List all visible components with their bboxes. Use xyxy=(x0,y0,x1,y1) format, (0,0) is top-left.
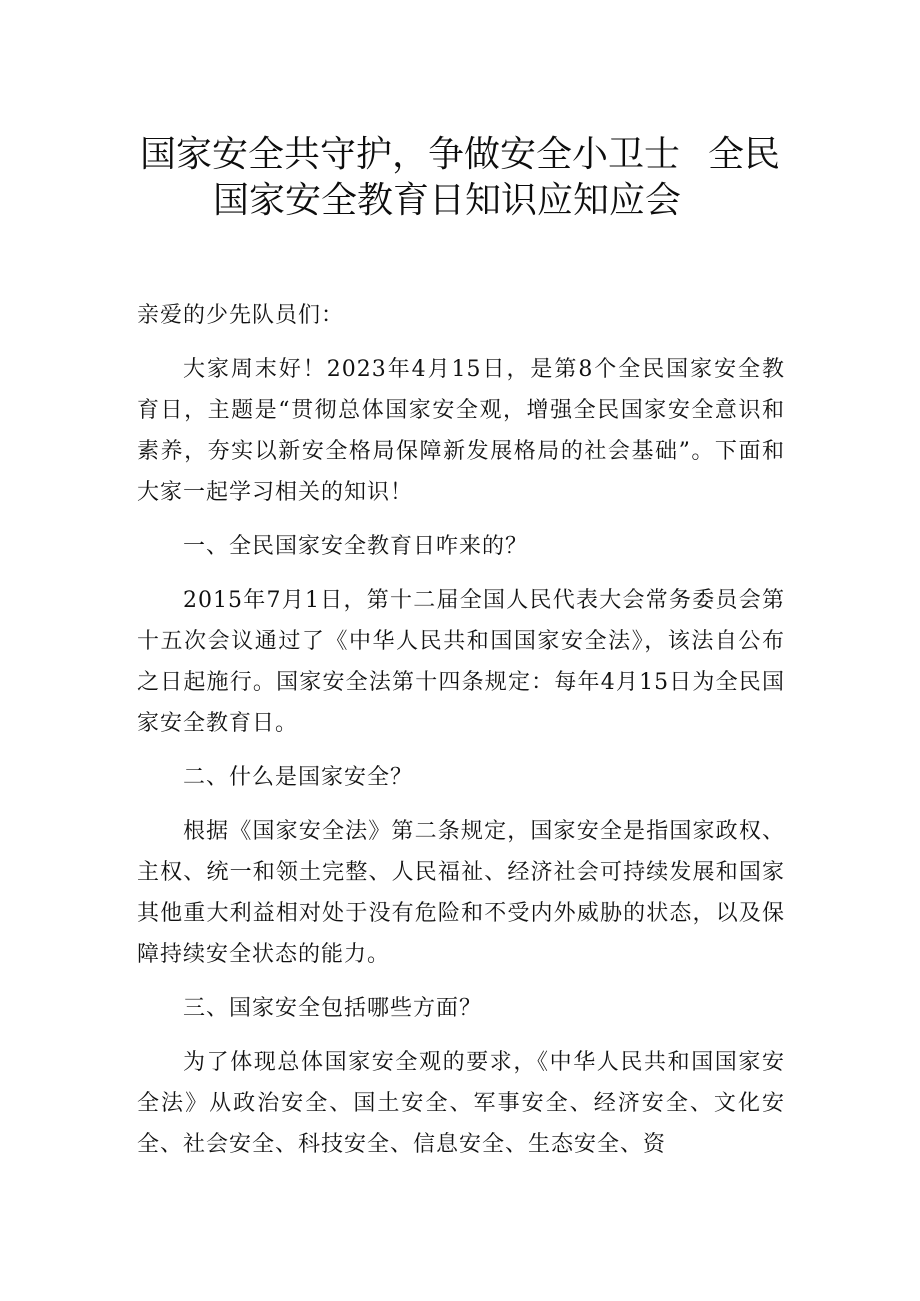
salutation: 亲爱的少先队员们： xyxy=(137,303,345,328)
paragraph-section-1: 2015年7月1日，第十二届全国人民代表大会常务委员会第十五次会议通过了《中华人民共和国国家安全法》，该法自公布之日起施行。国家安全法第十四条规定：每年4月15日为全民国家安全教育日。 xyxy=(137,588,785,736)
paragraph-section-2: 根据《国家安全法》第二条规定，国家安全是指国家政权、主权、统一和领土完整、人民福祉、经济社会可持续发展和国家其他重大利益相对处于没有危险和不受内外威胁的状态，以及保障持续安全状态的能力。 xyxy=(137,819,785,967)
paragraph-intro: 大家周末好！2023年4月15日，是第8个全民国家安全教育日，主题是“贯彻总体国家安全观，增强全民国家安全意识和素养，夯实以新安全格局保障新发展格局的社会基础”。下面和大家一起学习相关的知识！ xyxy=(137,357,785,505)
document-body xyxy=(137,295,785,1178)
title-line-1-continuation: 全民 xyxy=(708,134,781,175)
paragraph-section-3: 为了体现总体国家安全观的要求，《中华人民共和国国家安全法》从政治安全、国土安全、军事安全、经济安全、文化安全、社会安全、科技安全、信息安全、生态安全、资 xyxy=(137,1050,785,1157)
title-line-1: 国家安全共守护，争做安全小卫士 xyxy=(140,134,681,175)
section-heading-3: 三、国家安全包括哪些方面？ xyxy=(183,996,483,1021)
section-heading-1: 一、全民国家安全教育日咋来的？ xyxy=(183,534,529,559)
section-heading-2: 二、什么是国家安全？ xyxy=(183,765,414,790)
title-line-2: 国家安全教育日知识应知应会 xyxy=(213,180,682,221)
